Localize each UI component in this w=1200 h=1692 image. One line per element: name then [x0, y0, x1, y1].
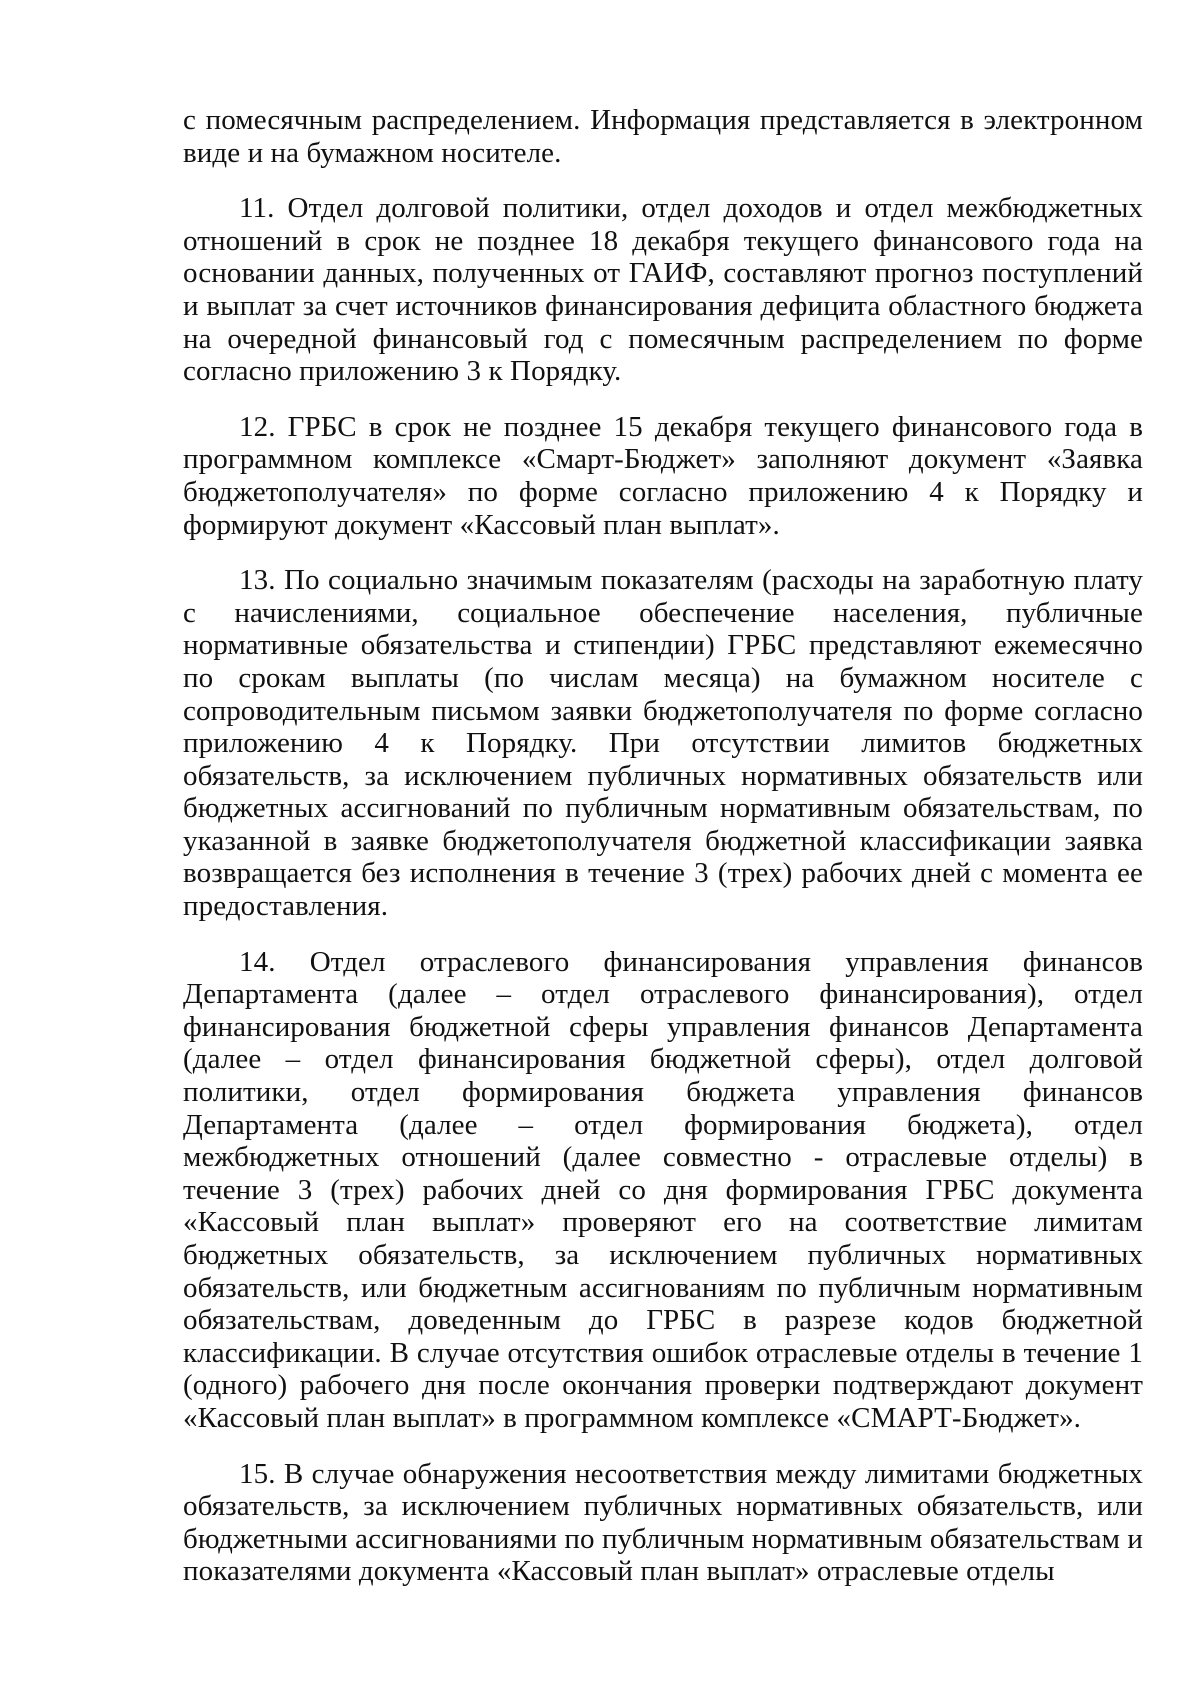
paragraph-13: 13. По социально значимым показателям (расходы на заработную плату с начислениями, социальное обеспечение населения, публичные нормативные обязательства и стипендии) ГРБС представляют ежемесячно по срокам выплаты (по числам месяца) на бумажном носителе с сопроводительным письмом заявки бюджетополучателя по форме согласно приложению 4 к Порядку. При отсутствии лимитов бюджетных обязательств, за исключением публичных нормативных обязательств или бюджетных ассигнований по публичным нормативным обязательствам, по указанной в заявке бюджетополучателя бюджетной классификации заявка возвращается без исполнения в течение 3 (трех) рабочих дней с момента ее предоставления. — [183, 564, 1143, 923]
paragraph-11: 11. Отдел долговой политики, отдел доходов и отдел межбюджетных отношений в срок не позднее 18 декабря текущего финансового года на основании данных, полученных от ГАИФ, составляют прогноз поступлений и выплат за счет источников финансирования дефицита областного бюджета на очередной финансовый год с помесячным распределением по форме согласно приложению 3 к Порядку. — [183, 192, 1143, 388]
paragraph-14: 14. Отдел отраслевого финансирования управления финансов Департамента (далее – отдел отраслевого финансирования), отдел финансирования бюджетной сферы управления финансов Департамента (далее – отдел финансирования бюджетной сферы), отдел долговой политики, отдел формирования бюджета управления финансов Департамента (далее – отдел формирования бюджета), отдел межбюджетных отношений (далее совместно - отраслевые отделы) в течение 3 (трех) рабочих дней со дня формирования ГРБС документа «Кассовый план выплат» проверяют его на соответствие лимитам бюджетных обязательств, за исключением публичных нормативных обязательств, или бюджетным ассигнованиям по публичным нормативным обязательствам, доведенным до ГРБС в разрезе кодов бюджетной классификации. В случае отсутствия ошибок отраслевые отделы в течение 1 (одного) рабочего дня после окончания проверки подтверждают документ «Кассовый план выплат» в программном комплексе «СМАРТ-Бюджет». — [183, 945, 1143, 1434]
paragraph-12: 12. ГРБС в срок не позднее 15 декабря текущего финансового года в программном комплексе «Смарт-Бюджет» заполняют документ «Заявка бюджетополучателя» по форме согласно приложению 4 к Порядку и формируют документ «Кассовый план выплат». — [183, 410, 1143, 541]
paragraph-continuation: с помесячным распределением. Информация представляется в электронном виде и на бумажном носителе. — [183, 104, 1143, 169]
document-body — [183, 104, 1143, 1611]
paragraph-15: 15. В случае обнаружения несоответствия между лимитами бюджетных обязательств, за исключением публичных нормативных обязательств, или бюджетными ассигнованиями по публичным нормативным обязательствам и показателями документа «Кассовый план выплат» отраслевые отделы — [183, 1457, 1143, 1588]
